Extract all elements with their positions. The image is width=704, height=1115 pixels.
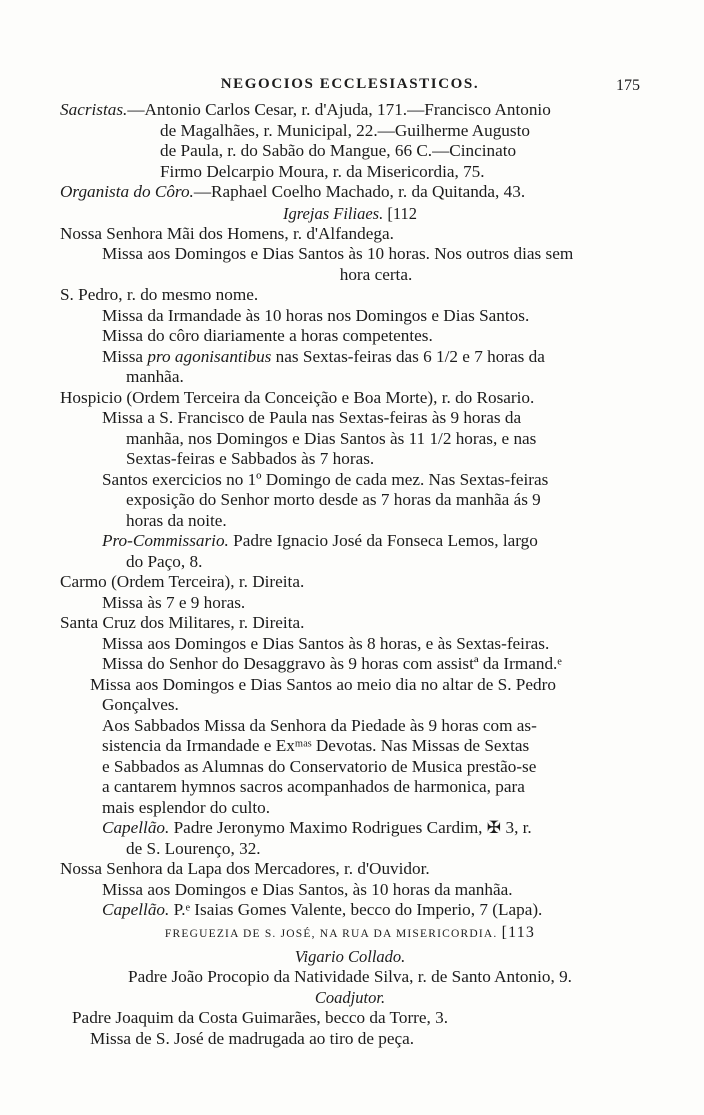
church-detail: Capellão. Padre Jeronymo Maximo Rodrigues Cardim, ✠ 3, r.: [102, 818, 532, 837]
church-detail: horas da noite.: [126, 510, 227, 530]
page-body: [60, 100, 640, 1049]
sacristas-line: de Paula, r. do Sabão do Mangue, 66 C.—Cincinato: [160, 141, 517, 160]
church-detail: Missa aos Domingos e Dias Santos, às 10 horas da manhãa.: [102, 879, 513, 899]
church-entry: Nossa Senhora Mãi dos Homens, r. d'Alfandega.: [60, 223, 394, 243]
sacristas-label: Sacristas.: [60, 100, 128, 119]
church-detail: Missa a S. Francisco de Paula nas Sextas-feiras às 9 horas da: [102, 408, 522, 427]
church-detail: a cantarem hymnos sacros acompanhados de harmonica, para: [102, 777, 525, 796]
church-detail: Santos exercicios no 1º Domingo de cada mez. Nas Sextas-feiras: [102, 469, 549, 489]
organista-line: Organista do Côro.—Raphael Coelho Machado, r. da Quitanda, 43.: [60, 182, 526, 201]
church-detail: Missa do côro diariamente a horas competentes.: [102, 326, 433, 345]
church-entry: Hospicio (Ordem Terceira da Conceição e Boa Morte), r. do Rosario.: [60, 387, 535, 407]
church-detail: Missa aos Domingos e Dias Santos às 10 horas. Nos outros dias sem: [102, 244, 574, 263]
church-detail: sistencia da Irmandade e Exᵐᵃˢ Devotas. Nas Missas de Sextas: [102, 736, 530, 755]
page-header: [60, 76, 640, 100]
sacristas-line: Sacristas.—Antonio Carlos Cesar, r. d'Ajuda, 171.—Francisco Antonio: [60, 100, 551, 119]
church-detail: exposição do Senhor morto desde as 7 horas da manhãa ás 9: [126, 490, 541, 509]
church-detail: manhãa, nos Domingos e Dias Santos às 11 1/2 horas, e nas: [126, 428, 537, 448]
church-detail: manhãa.: [126, 367, 184, 386]
church-detail: do Paço, 8.: [126, 551, 203, 571]
running-title: NEGOCIOS ECCLESIASTICOS.: [220, 76, 480, 92]
church-detail: hora certa.: [339, 264, 413, 284]
church-detail: Pro-Commissario. Padre Ignacio José da Fonseca Lemos, largo: [102, 531, 538, 550]
church-detail: Missa da Irmandade às 10 horas nos Domingos e Dias Santos.: [102, 305, 530, 325]
clergy-entry: Missa de S. José de madrugada ao tiro de peça.: [90, 1028, 415, 1048]
sacristas-line: Firmo Delcarpio Moura, r. da Misericordia, 75.: [160, 161, 485, 181]
church-entry: Nossa Senhora da Lapa dos Mercadores, r. d'Ouvidor.: [60, 859, 430, 878]
church-detail: Missa do Senhor do Desaggravo às 9 horas com assistª da Irmand.ᵉ: [102, 654, 562, 673]
church-detail: Missa às 7 e 9 horas.: [102, 592, 246, 612]
church-detail: Gonçalves.: [102, 695, 179, 714]
church-entry: Santa Cruz dos Militares, r. Direita.: [60, 613, 305, 632]
church-detail: Capellão. P.ᵉ Isaias Gomes Valente, becco do Imperio, 7 (Lapa).: [102, 900, 543, 919]
clergy-entry: Padre Joaquim da Costa Guimarães, becco da Torre, 3.: [72, 1008, 449, 1027]
church-entry: S. Pedro, r. do mesmo nome.: [60, 285, 259, 304]
church-detail: mais esplendor do culto.: [102, 797, 271, 817]
church-detail: de S. Lourenço, 32.: [126, 838, 261, 858]
section-heading: Igrejas Filiaes. [112: [283, 203, 417, 223]
sacristas-line: de Magalhães, r. Municipal, 22.—Guilherme Augusto: [160, 120, 530, 140]
church-detail: Missa pro agonisantibus nas Sextas-feiras das 6 1/2 e 7 horas da: [102, 346, 545, 366]
church-detail: Missa aos Domingos e Dias Santos às 8 horas, e às Sextas-feiras.: [102, 633, 550, 653]
page-number: 175: [616, 77, 640, 94]
church-detail: Aos Sabbados Missa da Senhora da Piedade às 9 horas com as-: [102, 715, 537, 735]
church-detail: Missa aos Domingos e Dias Santos ao meio dia no altar de S. Pedro: [90, 674, 556, 694]
church-detail: e Sabbados as Alumnas do Conservatorio de Musica prestão-se: [102, 756, 537, 776]
section-heading: Vigario Collado.: [294, 946, 406, 966]
clergy-entry: Padre João Procopio da Natividade Silva, r. de Santo Antonio, 9.: [128, 966, 572, 986]
organista-label: Organista do Côro.: [60, 182, 194, 201]
church-entry: Carmo (Ordem Terceira), r. Direita.: [60, 572, 305, 591]
section-heading: Coadjutor.: [314, 988, 386, 1007]
parish-heading: FREGUEZIA DE S. JOSÉ, NA RUA DA MISERICORDIA. [113: [164, 923, 536, 941]
church-detail: Sextas-feiras e Sabbados às 7 horas.: [126, 449, 375, 468]
